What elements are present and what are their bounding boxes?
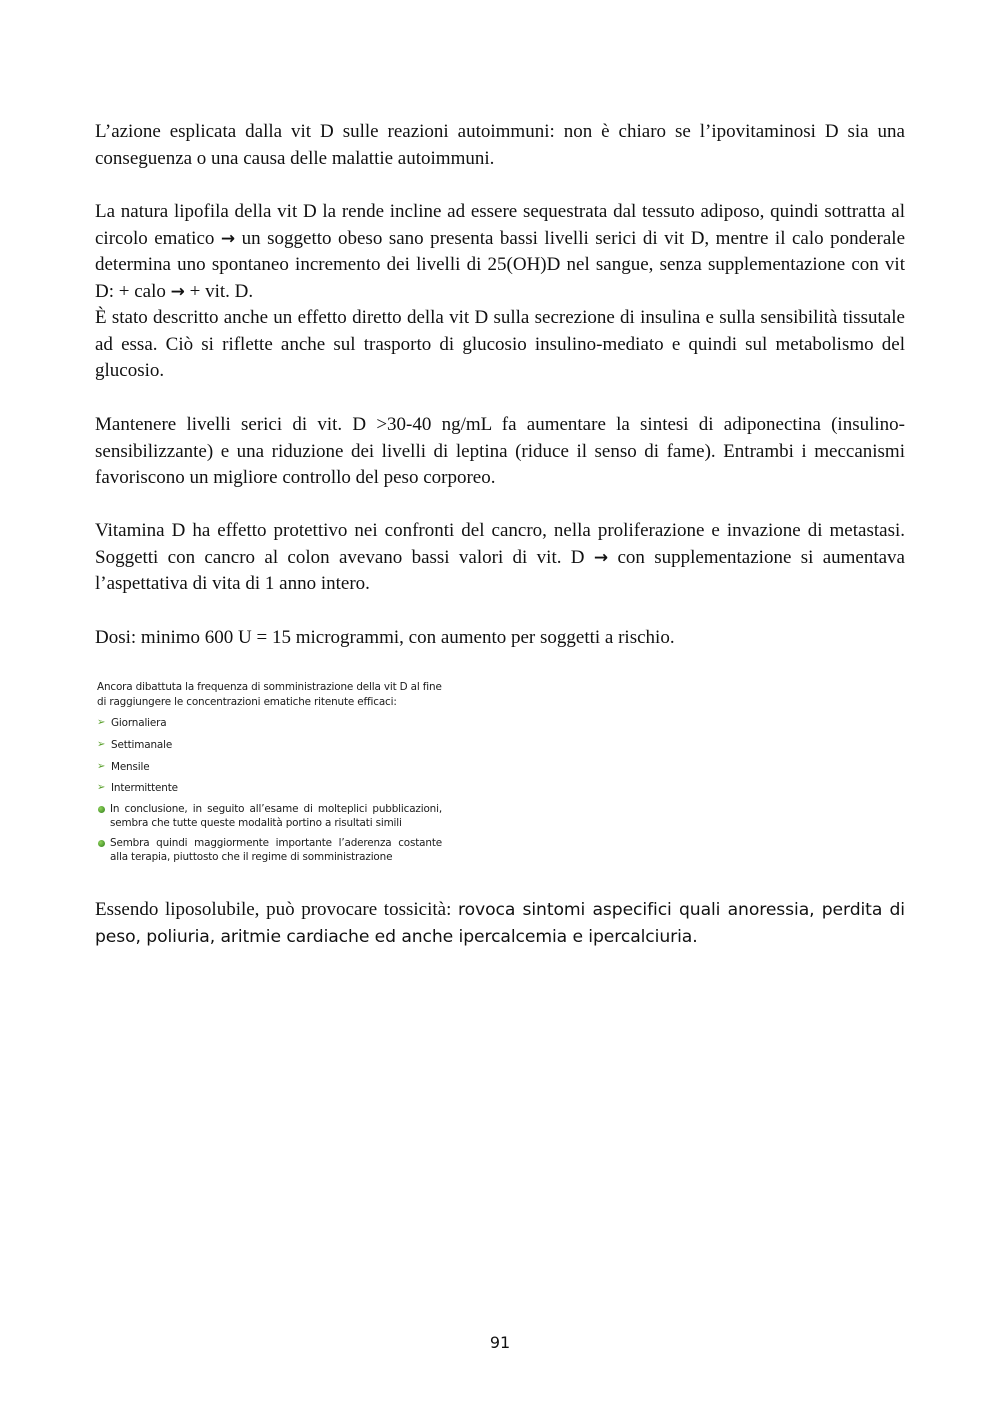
green-dot-bullet-icon [98, 806, 105, 813]
paragraph-text: rovoca sintomi aspecifici quali anoressia, perdita di peso, poliuria, aritmie cardiache ed anche ipercalcemia e ipercalciuria. [95, 900, 905, 947]
paragraph-dose: Dosi: minimo 600 U = 15 microgrammi, con aumento per soggetti a rischio. [95, 627, 675, 648]
paragraph-text: Essendo liposolubile, può provocare tossicità: [95, 899, 458, 920]
list-item-label: Giornaliera [111, 717, 167, 729]
list-item [97, 759, 442, 781]
frequency-list [97, 715, 442, 864]
chevron-bullet-icon: ➢ [97, 738, 106, 750]
paragraph-adiponectin: Mantenere livelli serici di vit. D >30-40 ng/mL fa aumentare la sintesi di adiponectina (insulino-sensibilizzante) e una riduzione dei livelli di leptina (riduce il senso di fame). Entrambi i meccanismi favoriscono un migliore controllo del peso corporeo. [95, 414, 905, 488]
arrow-right-icon: → [170, 281, 185, 302]
list-item-label: Intermittente [111, 782, 178, 795]
list-item [97, 737, 442, 759]
paragraph-text: un soggetto obeso sano presenta bassi livelli serici di vit D, mentre il calo ponderale determina uno spontaneo incremento dei livelli di 25(OH)D nel sangue, senza supplementazione con vit D: + calo [95, 227, 906, 302]
list-item [97, 780, 442, 802]
embedded-slide [97, 680, 442, 870]
arrow-right-icon: → [220, 228, 236, 249]
list-item-label: Mensile [111, 760, 150, 773]
list-item [97, 836, 442, 864]
paragraph-text: La natura lipofila della vit D la rende incline ad essere sequestrata dal tessuto adiposo, quindi sottratta al circolo ematico [95, 201, 905, 249]
chevron-bullet-icon: ➢ [97, 782, 106, 794]
paragraph-lipophilic [95, 199, 905, 305]
list-item-label: Sembra quindi maggiormente importante l’aderenza costante alla terapia, piuttosto che il regime di somministrazione [110, 837, 442, 864]
list-item-label: Settimanale [111, 738, 173, 751]
paragraph-insulin: È stato descritto anche un effetto diretto della vit D sulla secrezione di insulina e sulla sensibilità tissutale ad essa. Ciò si riflette anche sul trasporto di glucosio insulino-mediato e quindi sul metabolismo del glucosio. [95, 307, 905, 381]
green-dot-bullet-icon [98, 840, 105, 847]
paragraph-cancer [95, 518, 905, 598]
list-item [97, 802, 442, 830]
paragraph-text: Vitamina D ha effetto protettivo nei confronti del cancro, nella proliferazione e invazione di metastasi. Soggetti con cancro al colon avevano bassi valori di vit. D [95, 520, 905, 568]
paragraph-toxicity [95, 897, 905, 950]
list-item [97, 715, 442, 737]
chevron-bullet-icon: ➢ [97, 760, 106, 772]
page-number: 91 [489, 1333, 511, 1352]
arrow-right-icon: → [593, 547, 609, 568]
list-item-label: In conclusione, in seguito all’esame di molteplici pubblicazioni, sembra che tutte queste modalità portino a risultati simili [110, 803, 442, 830]
chevron-bullet-icon: ➢ [97, 717, 106, 728]
slide-intro: Ancora dibattuta la frequenza di somministrazione della vit D al fine di raggiungere le concentrazioni ematiche ritenute efficaci: [97, 681, 442, 708]
paragraph-autoimmune: L’azione esplicata dalla vit D sulle reazioni autoimmuni: non è chiaro se l’ipovitaminosi D sia una conseguenza o una causa delle malattie autoimmuni. [95, 121, 905, 169]
paragraph-text: con supplementazione si aumentava l’aspettativa di vita di 1 anno intero. [95, 546, 905, 594]
paragraph-text: + vit. D. [184, 280, 254, 302]
